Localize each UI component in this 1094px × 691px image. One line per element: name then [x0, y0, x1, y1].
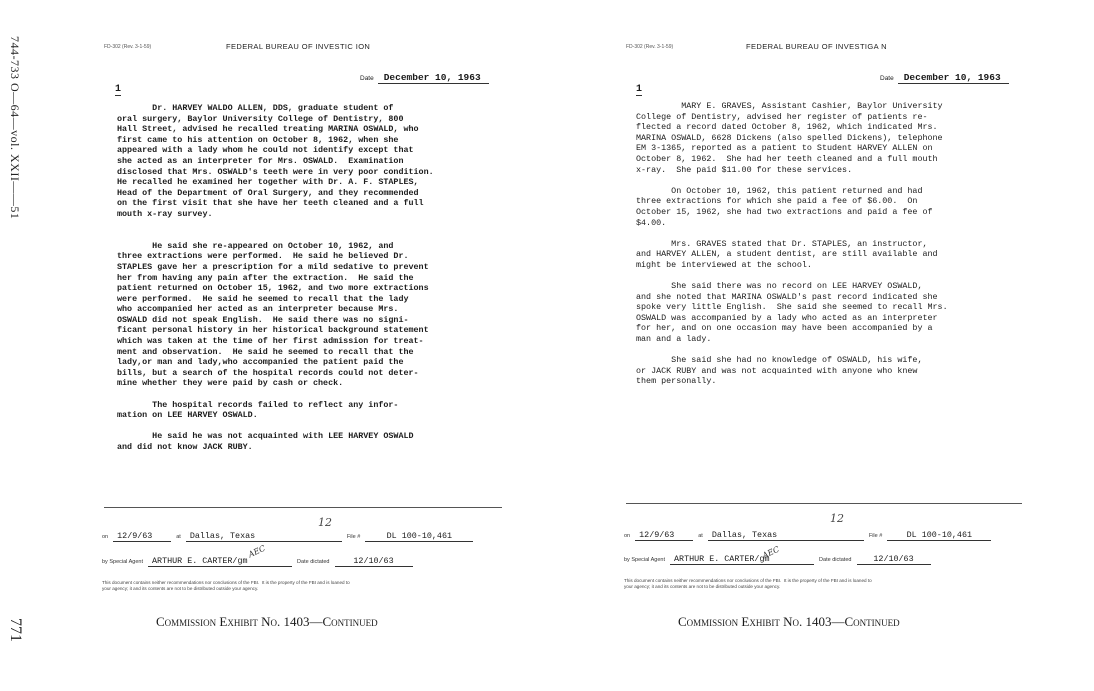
interview-location: Dallas, Texas	[708, 530, 864, 541]
interview-date: 12/9/63	[113, 531, 171, 542]
left-fbi-report	[100, 0, 510, 691]
interview-row	[102, 531, 473, 542]
file-label: File #	[346, 534, 361, 540]
exhibit-caption: Commission Exhibit No. 1403—Continued	[156, 614, 378, 629]
file-number: DL 100-10,461	[365, 531, 473, 542]
dictated-date: 12/10/63	[335, 556, 413, 567]
side-margin-note: 744-733 O—64—vol. XXII——51	[8, 36, 22, 220]
report-body: Dr. HARVEY WALDO ALLEN, DDS, graduate student of oral surgery, Baylor University College of Dentistry, 800 Hall Street, advised he recalled treating MARINA OSWALD, who first came to his attention on October 8, 1962, when she appeared with a lady whom he could not identify except that she acted as an interpreter for Mrs. OSWALD. Examination disclosed that Mrs. OSWALD's teeth were in very poor condition. He recalled he examined her together with Dr. A. F. STAPLES, Head of the Department of Oral Surgery, and they recommended on the first visit that she have her teeth cleaned and a full mouth x-ray survey. He said she re-appeared on October 10, 1962, and three extractions were performed. He said he believed Dr. STAPLES gave her a prescription for a mild sedative to prevent her from having any pain after the extraction. He said the patient returned on October 15, 1962, and two more extractions were performed. He said he seemed to recall that the lady who accompanied her acted as an interpreter because Mrs. OSWALD did not speak English. He said there was no signi- ficant personal history in her historical background statement which was taken at the time of her first admission for treat- ment and observation. He said he seemed to recall that the lady,or man and lady,who accompanied the patient paid the bills, but a search of the hospital records could not deter- mine whether they were paid by cash or check. The hospital records failed to reflect any infor- mation on LEE HARVEY OSWALD. He said he was not acquainted with LEE HARVEY OSWALD and did not know JACK RUBY.	[117, 103, 434, 452]
exhibit-caption: Commission Exhibit No. 1403—Continued	[678, 614, 900, 629]
agent-row	[102, 556, 413, 567]
right-fbi-report	[622, 0, 1024, 691]
bureau-header: FEDERAL BUREAU OF INVESTIC ION	[226, 42, 371, 51]
date-label: Date	[360, 75, 374, 82]
form-number: FD-302 (Rev. 3-1-59)	[626, 44, 674, 50]
agent-row	[624, 554, 931, 565]
on-label: on	[102, 534, 109, 540]
on-label: on	[624, 533, 631, 539]
form-number: FD-302 (Rev. 3-1-59)	[104, 44, 152, 50]
report-date	[880, 72, 1009, 83]
disclaimer-footer: This document contains neither recommendations nor conclusions of the FBI. It is the property of the FBI and is loaned to your agency; it and its contents are not to be distributed outside your agency.	[624, 578, 872, 589]
agent-initials: AEC	[760, 544, 781, 561]
agent-name: ARTHUR E. CARTER/gm	[670, 554, 814, 565]
report-body: MARY E. GRAVES, Assistant Cashier, Baylor University College of Dentistry, advised her register of patients re- flected a record dated October 8, 1962, which indicated Mrs. MARINA OSWALD, 6628 Dickens (also spelled Dickens), telephone EM 3-1365, reported as a patient to Student HARVEY ALLEN on October 8, 1962. She had her teeth cleaned and a full mouth x-ray. She paid $11.00 for these services. On October 10, 1962, this patient returned and had three extractions for which she paid a fee of $6.00. On October 15, 1962, she had two extractions and paid a fee of $4.00. Mrs. GRAVES stated that Dr. STAPLES, an instructor, and HARVEY ALLEN, a student dentist, are still available and might be interviewed at the school. She said there was no record on LEE HARVEY OSWALD, and she noted that MARINA OSWALD's past record indicated she spoke very little English. She said she seemed to recall Mrs. OSWALD was accompanied by a lady who acted as an interpreter for her, and on one occasion may have been accompanied by a man and a lady. She said she had no knowledge of OSWALD, his wife, or JACK RUBY and was not acquainted with anyone who knew them personally.	[636, 101, 948, 387]
page-index: 1	[636, 84, 643, 95]
handwritten-mark: 12	[318, 516, 332, 529]
date-label: Date	[880, 75, 894, 82]
divider-line	[626, 503, 1022, 504]
agent-label: by Special Agent	[624, 557, 665, 563]
page-number: 771	[7, 618, 24, 642]
interview-row	[624, 530, 991, 541]
agent-name: ARTHUR E. CARTER/gm	[148, 556, 292, 567]
report-date	[360, 72, 489, 83]
bureau-header: FEDERAL BUREAU OF INVESTIGA N	[746, 42, 887, 51]
file-number: DL 100-10,461	[887, 530, 991, 541]
divider-line	[104, 507, 502, 508]
handwritten-mark: 12	[830, 512, 844, 525]
file-label: File #	[868, 533, 883, 539]
dictated-label: Date dictated	[819, 557, 852, 563]
disclaimer-footer: This document contains neither recommendations nor conclusions of the FBI. It is the property of the FBI and is loaned to your agency; it and its contents are not to be distributed outside your agency.	[102, 580, 350, 591]
agent-label: by Special Agent	[102, 559, 143, 565]
date-value: December 10, 1963	[898, 72, 1009, 84]
page-index: 1	[115, 84, 122, 95]
at-label: at	[698, 533, 703, 539]
dictated-date: 12/10/63	[857, 554, 931, 565]
interview-date: 12/9/63	[635, 530, 693, 541]
interview-location: Dallas, Texas	[186, 531, 342, 542]
at-label: at	[176, 534, 181, 540]
dictated-label: Date dictated	[297, 559, 330, 565]
agent-initials: AEC	[246, 543, 267, 560]
date-value: December 10, 1963	[378, 72, 489, 84]
